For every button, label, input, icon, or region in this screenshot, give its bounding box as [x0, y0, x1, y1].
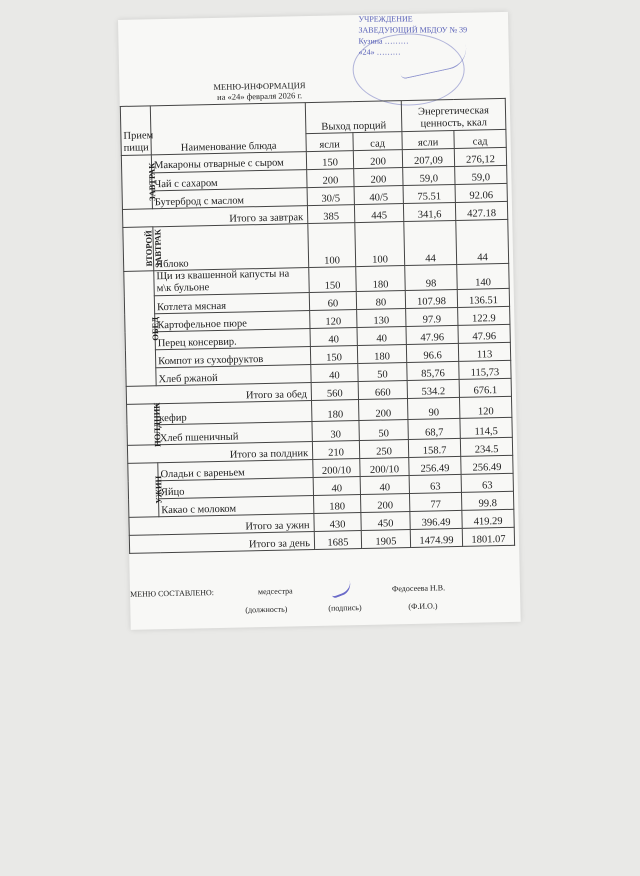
dish-name: Чай с сахаром	[152, 170, 307, 191]
energy-nursery: 75.51	[403, 184, 455, 203]
yield-nursery: 30	[312, 420, 359, 441]
dish-name: Оладьи с вареньем	[158, 460, 313, 481]
energy-nursery: 77	[409, 492, 461, 511]
total-yield-garden: 250	[359, 440, 408, 459]
yield-garden: 40	[357, 327, 406, 346]
yield-nursery: 150	[310, 346, 357, 365]
energy-nursery: 107.98	[405, 289, 457, 308]
total-yield-garden: 445	[354, 204, 403, 223]
day-total-yield-nursery: 1685	[314, 531, 361, 550]
total-yield-nursery: 385	[307, 205, 354, 224]
total-energy-garden: 427.18	[455, 201, 507, 220]
meal-name: ОБЕД	[149, 316, 161, 341]
dish-name: Бутерброд с маслом	[152, 188, 307, 209]
meal-label	[124, 271, 161, 387]
document-date: на «24» февраля 2026 г.	[217, 90, 303, 102]
stamp-line-2: ЗАВЕДУЮЩИЙ МБДОУ № 39	[358, 25, 468, 35]
energy-garden: 59,0	[455, 165, 507, 184]
total-yield-garden: 660	[358, 381, 407, 400]
footer-signature-caption: (подпись)	[328, 603, 362, 613]
total-yield-nursery: 560	[311, 382, 358, 401]
yield-nursery: 180	[314, 495, 361, 514]
yield-garden: 40/5	[354, 186, 403, 205]
yield-garden: 200	[354, 168, 403, 187]
day-total-energy-nursery: 1474.99	[410, 528, 462, 547]
header-energy-garden: сад	[454, 129, 506, 148]
total-energy-nursery: 534.2	[407, 379, 459, 398]
footer-composed: МЕНЮ СОСТАВЛЕНО:	[129, 588, 215, 599]
total-energy-garden: 676.1	[459, 378, 511, 397]
yield-garden: 50	[358, 363, 407, 382]
energy-nursery: 90	[407, 397, 459, 419]
day-total-yield-garden: 1905	[361, 529, 410, 548]
total-label: Итого за ужин	[129, 514, 314, 536]
total-label: Итого за полдник	[127, 442, 312, 464]
yield-garden: 200	[353, 150, 402, 169]
energy-nursery: 256.49	[409, 456, 461, 475]
energy-garden: 276,12	[454, 147, 506, 166]
energy-nursery: 47.96	[406, 325, 458, 344]
yield-garden: 130	[357, 309, 406, 328]
yield-garden: 180	[356, 266, 406, 292]
energy-nursery: 44	[404, 220, 457, 265]
dish-name: Макароны отварные с сыром	[151, 152, 306, 173]
total-energy-nursery: 341,6	[403, 202, 455, 221]
footer-name: Федосеева Н.В.	[391, 583, 446, 594]
document-footer	[130, 582, 516, 620]
total-energy-nursery: 396.49	[410, 510, 462, 529]
yield-garden: 200/10	[360, 458, 409, 477]
yield-nursery: 150	[306, 151, 353, 170]
dish-name: Яблоко	[153, 224, 309, 271]
header-dish: Наименование блюда	[150, 103, 306, 155]
yield-garden: 200	[359, 399, 408, 421]
yield-garden: 80	[356, 291, 405, 310]
yield-nursery: 100	[308, 223, 356, 268]
total-yield-garden: 450	[361, 511, 410, 530]
total-label: Итого за завтрак	[122, 206, 307, 228]
energy-garden: 140	[457, 263, 510, 289]
header-yield-nursery: ясли	[306, 133, 353, 152]
meal-label	[127, 401, 163, 447]
total-yield-nursery: 210	[312, 441, 359, 460]
official-stamp	[358, 13, 508, 74]
energy-garden: 114,5	[460, 417, 512, 439]
dish-name: Какао с молоком	[159, 496, 314, 517]
stamp-line-3: Кузина ………	[358, 36, 409, 46]
yield-nursery: 200	[307, 169, 354, 188]
footer-position-caption: (должность)	[245, 604, 288, 615]
energy-nursery: 207,09	[402, 148, 454, 167]
energy-nursery: 98	[405, 264, 458, 290]
yield-nursery: 30/5	[307, 187, 354, 206]
footer-position: медсестра	[257, 586, 293, 597]
energy-nursery: 59,0	[403, 166, 455, 185]
energy-garden: 115,73	[459, 360, 511, 379]
total-energy-garden: 419.29	[462, 509, 514, 528]
yield-nursery: 120	[310, 310, 357, 329]
energy-garden: 256.49	[461, 455, 513, 474]
yield-garden: 200	[360, 493, 409, 512]
header-energy-nursery: ясли	[402, 130, 454, 149]
header-yield: Выход порций	[305, 101, 402, 134]
total-label: Итого за обед	[126, 383, 311, 405]
energy-garden: 113	[458, 342, 510, 361]
meal-label	[121, 155, 158, 210]
header-energy: Энергетическая ценность, ккал	[401, 98, 506, 131]
yield-garden: 40	[360, 476, 409, 495]
energy-garden: 63	[461, 473, 513, 492]
energy-nursery: 97.9	[406, 307, 458, 326]
yield-nursery: 40	[310, 328, 357, 347]
dish-name: кефир	[157, 401, 312, 425]
dish-name: Котлета мясная	[154, 293, 309, 314]
meal-label	[123, 227, 164, 272]
energy-garden: 122.9	[458, 306, 510, 325]
meal-label	[128, 463, 164, 518]
dish-name: Щи из квашенной капусты на м\к бульоне	[154, 268, 309, 296]
dish-name: Компот из сухофруктов	[155, 347, 310, 368]
stamp-line-4: «24» ………	[358, 47, 401, 57]
meal-name: УЖИН	[153, 475, 164, 504]
yield-nursery: 150	[309, 267, 357, 293]
dish-name: Хлеб пшеничный	[157, 421, 312, 445]
day-total-label: Итого за день	[129, 532, 314, 554]
document-title: МЕНЮ-ИНФОРМАЦИЯ	[213, 80, 306, 93]
yield-nursery: 60	[309, 292, 356, 311]
energy-nursery: 68,7	[408, 418, 460, 440]
energy-garden: 44	[456, 219, 509, 264]
dish-name: Яйцо	[158, 478, 313, 499]
energy-nursery: 96.6	[406, 343, 458, 362]
yield-garden: 100	[355, 222, 405, 267]
energy-garden: 99.8	[461, 491, 513, 510]
meal-name: ЗАВТРАК	[146, 162, 158, 202]
stamp-line-1: УЧРЕЖДЕНИЕ	[358, 14, 413, 24]
dish-name: Хлеб ржаной	[156, 365, 311, 386]
energy-garden: 92.06	[455, 183, 507, 202]
energy-nursery: 85,76	[407, 361, 459, 380]
yield-garden: 50	[359, 419, 408, 441]
meal-name: ВТОРОЙ ЗАВТРАК	[143, 228, 164, 268]
dish-name: Картофельное пюре	[155, 311, 310, 332]
header-meal: Прием пищи	[120, 106, 151, 156]
menu-document	[118, 12, 521, 630]
meal-name: ПОЛДНИК	[151, 401, 163, 447]
yield-nursery: 40	[311, 364, 358, 383]
total-yield-nursery: 430	[314, 513, 361, 532]
yield-garden: 180	[357, 345, 406, 364]
energy-garden: 120	[459, 396, 511, 418]
footer-name-caption: (Ф.И.О.)	[408, 601, 438, 612]
header-yield-garden: сад	[353, 132, 402, 151]
yield-nursery: 200/10	[313, 459, 360, 478]
dish-name: Перец консервир.	[155, 329, 310, 350]
yield-nursery: 180	[312, 400, 359, 421]
day-total-energy-garden: 1801.07	[462, 527, 514, 546]
energy-garden: 47.96	[458, 324, 510, 343]
energy-nursery: 63	[409, 474, 461, 493]
menu-table	[120, 98, 515, 554]
yield-nursery: 40	[313, 477, 360, 496]
total-energy-garden: 234.5	[460, 437, 512, 456]
energy-garden: 136.51	[457, 288, 509, 307]
total-energy-nursery: 158.7	[408, 438, 460, 457]
